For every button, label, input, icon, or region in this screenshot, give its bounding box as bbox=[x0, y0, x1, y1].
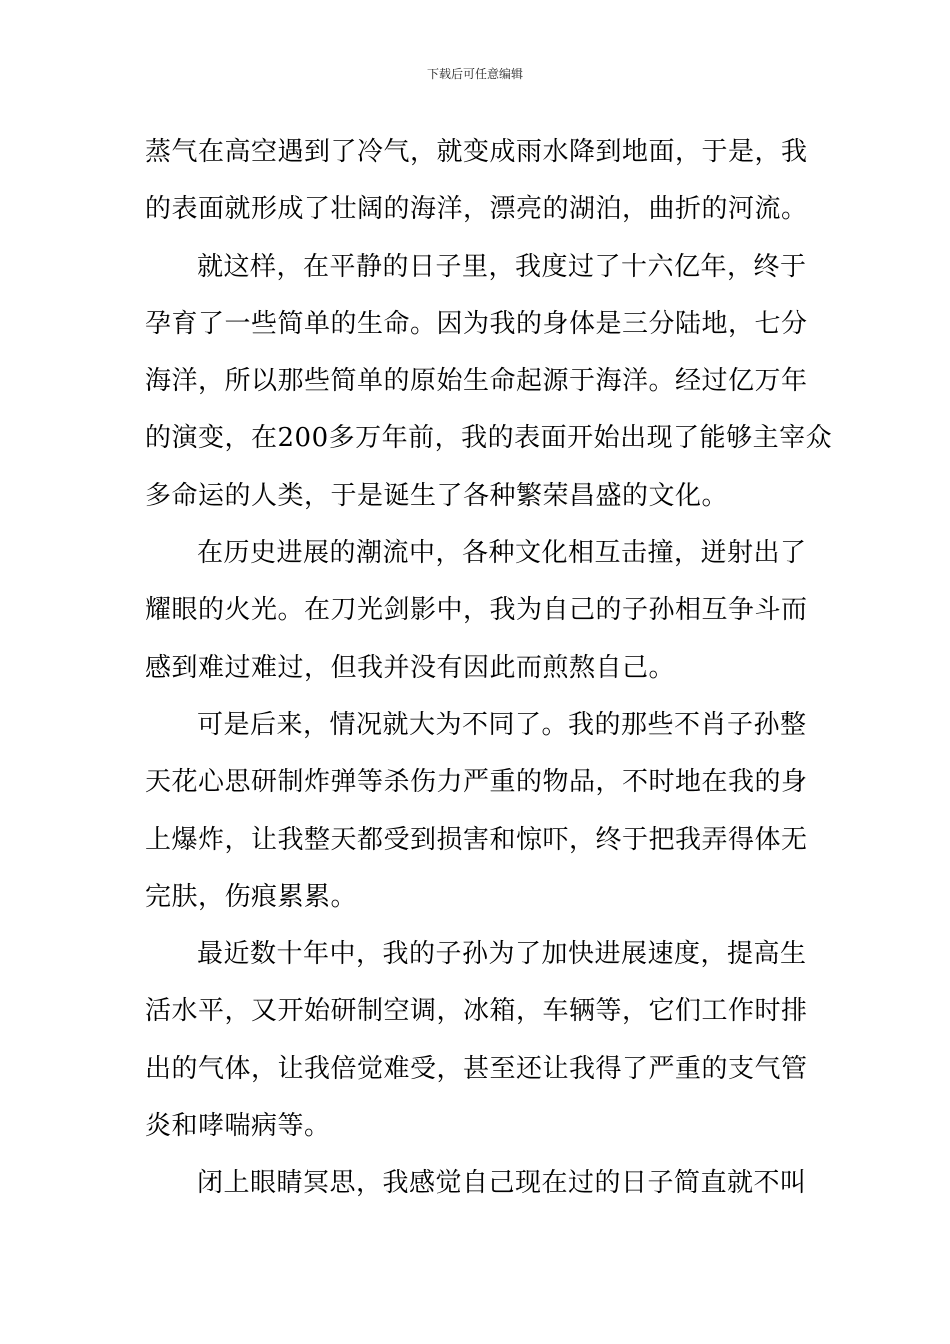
text-line: 多命运的人类，于是诞生了各种繁荣昌盛的文化。 bbox=[145, 480, 729, 511]
text-line: 感到难过难过，但我并没有因此而煎熬自己。 bbox=[145, 652, 676, 683]
text-line: 蒸气在高空遇到了冷气，就变成雨水降到地面，于是，我 bbox=[145, 137, 808, 167]
text-line: 的演变，在200多万年前，我的表面开始出现了能够主宰众 bbox=[145, 423, 833, 454]
text-line: 上爆炸，让我整天都受到损害和惊吓，终于把我弄得体无 bbox=[145, 824, 808, 855]
text-line: 海洋，所以那些简单的原始生命起源于海洋。经过亿万年 bbox=[145, 366, 808, 397]
paragraph-start-line: 在历史进展的潮流中，各种文化相互击撞，迸射出了 bbox=[197, 538, 807, 569]
text-line: 炎和哮喘病等。 bbox=[145, 1111, 331, 1142]
text-line: 天花心思研制炸弹等杀伤力严重的物品，不时地在我的身 bbox=[145, 767, 808, 798]
paragraph-start-line: 可是后来，情况就大为不同了。我的那些不肖子孙整 bbox=[197, 709, 807, 740]
paragraph-start-line: 最近数十年中，我的子孙为了加快进展速度，提高生 bbox=[197, 939, 807, 970]
text-line: 的表面就形成了壮阔的海洋，漂亮的湖泊，曲折的河流。 bbox=[145, 194, 808, 225]
text-line: 孕育了一些简单的生命。因为我的身体是三分陆地，七分 bbox=[145, 308, 808, 339]
paragraph-start-line: 就这样，在平静的日子里，我度过了十六亿年，终于 bbox=[197, 251, 807, 282]
text-line: 出的气体，让我倍觉难受，甚至还让我得了严重的支气管 bbox=[145, 1053, 808, 1084]
text-line: 活水平，又开始研制空调，冰箱，车辆等，它们工作时排 bbox=[145, 996, 808, 1027]
text-line: 耀眼的火光。在刀光剑影中，我为自己的子孙相互争斗而 bbox=[145, 595, 808, 626]
document-body bbox=[145, 124, 833, 1213]
page-header: 下载后可任意编辑 bbox=[426, 67, 523, 81]
paragraph-start-line: 闭上眼睛冥思，我感觉自己现在过的日子简直就不叫 bbox=[197, 1168, 807, 1199]
text-line: 完肤，伤痕累累。 bbox=[145, 881, 358, 912]
